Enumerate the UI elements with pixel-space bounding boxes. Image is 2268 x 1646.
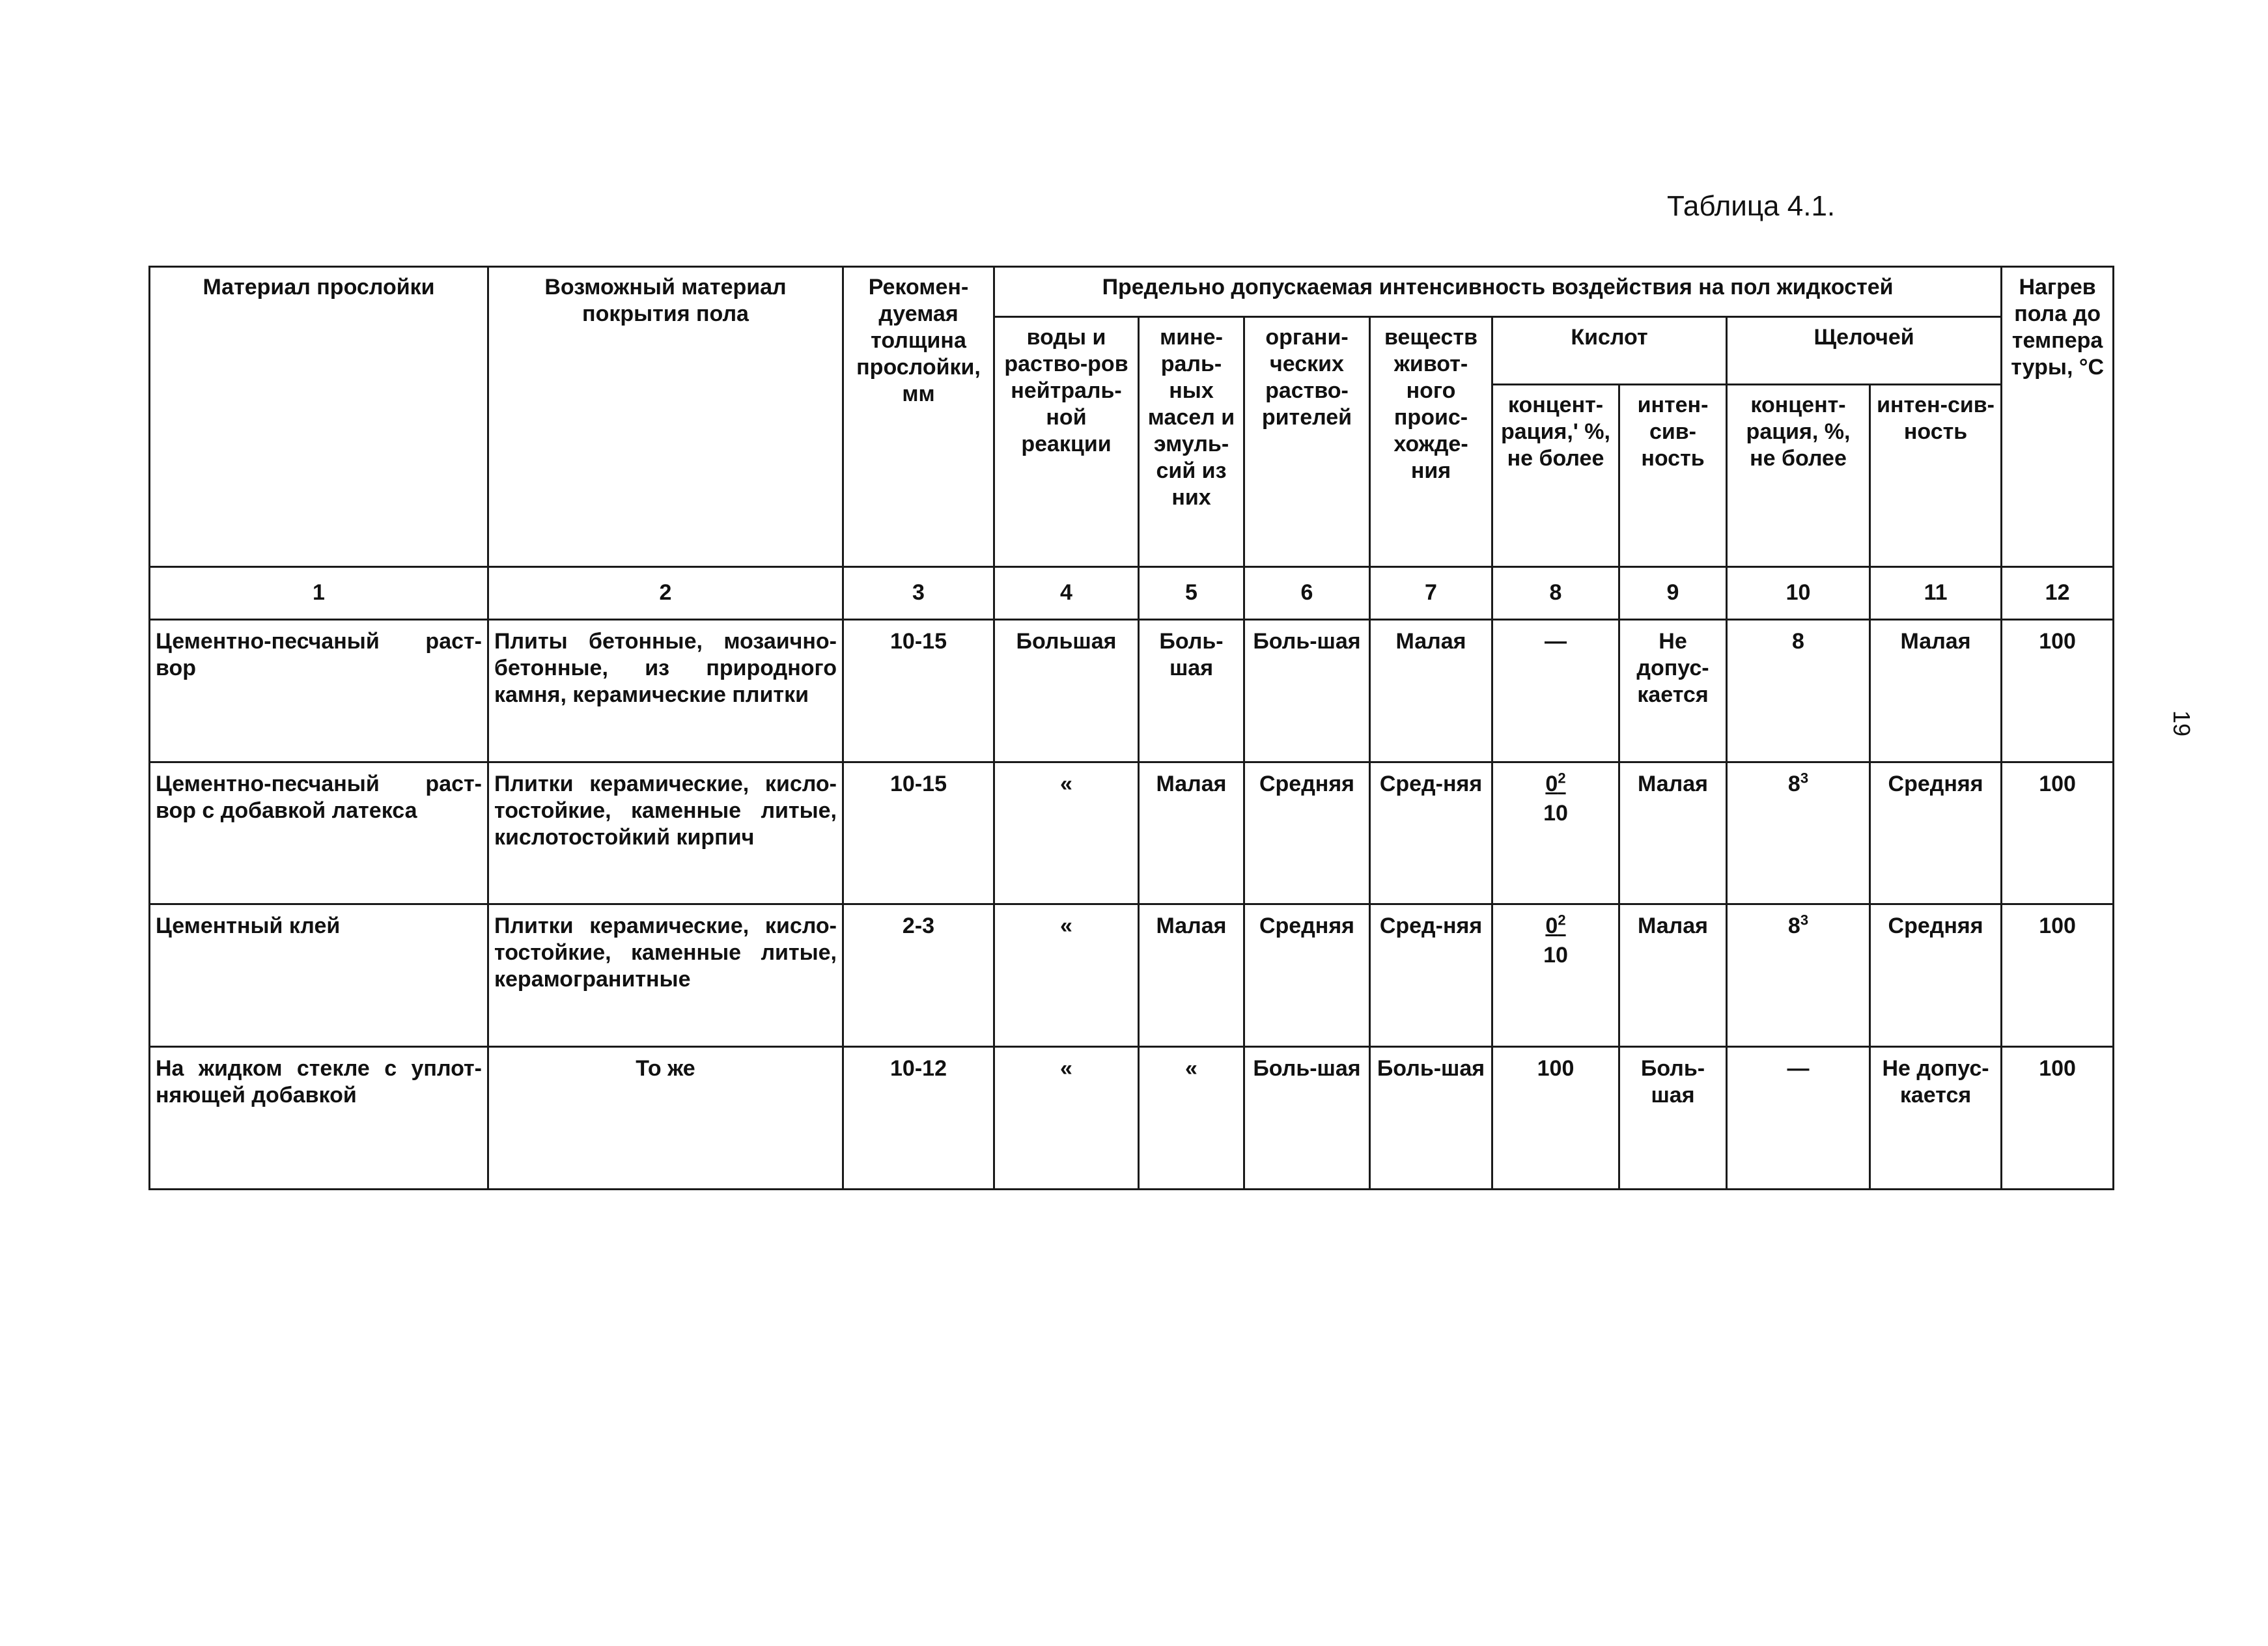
cell-material: Цементно-песчаный раст-вор: [150, 619, 488, 762]
cell-thickness: 10-15: [843, 762, 994, 904]
cell-animal: Сред-няя: [1370, 762, 1492, 904]
table-row: [150, 904, 2114, 1047]
table-row: [150, 619, 2114, 762]
header-acid-intensity: интен-сив-ность: [1619, 385, 1727, 566]
cell-covering: Плитки керамические, кисло-тостойкие, каменные литые, кислотостойкий кирпич: [488, 762, 843, 904]
column-number: 11: [1870, 566, 2002, 619]
column-number: 8: [1492, 566, 1619, 619]
cell-acid-intensity: Боль-шая: [1619, 1047, 1727, 1190]
cell-alkali-intensity: Малая: [1870, 619, 2002, 762]
header-animal: веществ живот-ного проис-хожде-ния: [1370, 317, 1492, 566]
column-number: 4: [994, 566, 1139, 619]
cell-solvents: Боль-шая: [1244, 1047, 1370, 1190]
cell-acid-concentration: [1492, 762, 1619, 904]
header-liquids-group: Предельно допускаемая интенсивность воздействия на пол жидкостей: [994, 267, 2002, 317]
cell-water: «: [994, 904, 1139, 1047]
cell-animal: Боль-шая: [1370, 1047, 1492, 1190]
cell-acid-concentration: 100: [1492, 1047, 1619, 1190]
header-alkalis: Щелочей: [1727, 317, 2002, 385]
header-acids: Кислот: [1492, 317, 1727, 385]
column-numbers-row: [150, 566, 2114, 619]
cell-thickness: 2-3: [843, 904, 994, 1047]
cell-water: «: [994, 762, 1139, 904]
cell-covering: Плиты бетонные, мозаично-бетонные, из природного камня, керамические плитки: [488, 619, 843, 762]
cell-material: Цементный клей: [150, 904, 488, 1047]
footnote-mark: 3: [1800, 912, 1809, 929]
header-water: воды и раство-ров нейтраль-ной реакции: [994, 317, 1139, 566]
table-row: [150, 1047, 2114, 1190]
alkali-value: 8: [1787, 771, 1800, 796]
cell-solvents: Средняя: [1244, 762, 1370, 904]
cell-heat: 100: [2002, 1047, 2114, 1190]
table-caption: Таблица 4.1.: [1667, 190, 1836, 222]
cell-alkali-intensity: Не допус-кается: [1870, 1047, 2002, 1190]
column-number: 9: [1619, 566, 1727, 619]
cell-material: На жидком стекле с уплот-няющей добавкой: [150, 1047, 488, 1190]
cell-acid-concentration: —: [1492, 619, 1619, 762]
header-alkali-intensity: интен-сив-ность: [1870, 385, 2002, 566]
cell-covering: Плитки керамические, кисло-тостойкие, каменные литые, керамогранитные: [488, 904, 843, 1047]
column-number: 3: [843, 566, 994, 619]
header-heat: Нагрев пола до темпера туры, °С: [2002, 267, 2114, 567]
fraction-numerator: 0: [1545, 771, 1558, 796]
cell-water: «: [994, 1047, 1139, 1190]
alkali-value: 8: [1787, 914, 1800, 939]
cell-thickness: 10-15: [843, 619, 994, 762]
footnote-mark: 2: [1558, 912, 1566, 929]
header-material: Материал прослойки: [150, 267, 488, 567]
cell-solvents: Средняя: [1244, 904, 1370, 1047]
cell-animal: Малая: [1370, 619, 1492, 762]
cell-water: Большая: [994, 619, 1139, 762]
column-number: 2: [488, 566, 843, 619]
cell-covering: То же: [488, 1047, 843, 1190]
footnote-mark: 3: [1800, 770, 1809, 787]
cell-thickness: 10-12: [843, 1047, 994, 1190]
cell-alkali-intensity: Средняя: [1870, 762, 2002, 904]
header-thickness: Рекомен-дуемая толщина прослойки, мм: [843, 267, 994, 567]
cell-heat: 100: [2002, 619, 2114, 762]
column-number: 7: [1370, 566, 1492, 619]
cell-acid-concentration: [1492, 904, 1619, 1047]
column-number: 10: [1727, 566, 1870, 619]
fraction: [1543, 913, 1568, 969]
cell-acid-intensity: Малая: [1619, 762, 1727, 904]
header-oils: мине-раль-ных масел и эмуль-сий из них: [1139, 317, 1244, 566]
cell-alkali-intensity: Средняя: [1870, 904, 2002, 1047]
footnote-mark: 2: [1558, 770, 1566, 787]
page-number: 19: [2168, 710, 2196, 737]
cell-heat: 100: [2002, 762, 2114, 904]
column-number: 12: [2002, 566, 2114, 619]
cell-oils: Малая: [1139, 904, 1244, 1047]
cell-solvents: Боль-шая: [1244, 619, 1370, 762]
fraction-denominator: 10: [1543, 943, 1568, 968]
cell-alkali-concentration: [1727, 904, 1870, 1047]
column-number: 5: [1139, 566, 1244, 619]
fraction-denominator: 10: [1543, 800, 1568, 826]
cell-animal: Сред-няя: [1370, 904, 1492, 1047]
cell-oils: Малая: [1139, 762, 1244, 904]
cell-heat: 100: [2002, 904, 2114, 1047]
header-covering: Возможный материал покрытия пола: [488, 267, 843, 567]
data-table: [148, 266, 2114, 1190]
header-acid-concentration: концент-рация,' %, не более: [1492, 385, 1619, 566]
header-solvents: органи-ческих раство-рителей: [1244, 317, 1370, 566]
column-number: 6: [1244, 566, 1370, 619]
cell-alkali-concentration: 8: [1727, 619, 1870, 762]
cell-oils: Боль-шая: [1139, 619, 1244, 762]
fraction-numerator: 0: [1545, 914, 1558, 939]
table-row: [150, 762, 2114, 904]
cell-acid-intensity: Не допус-кается: [1619, 619, 1727, 762]
cell-alkali-concentration: [1727, 762, 1870, 904]
column-number: 1: [150, 566, 488, 619]
fraction: [1543, 771, 1568, 827]
cell-acid-intensity: Малая: [1619, 904, 1727, 1047]
header-alkali-concentration: концент-рация, %, не более: [1727, 385, 1870, 566]
cell-material: Цементно-песчаный раст-вор с добавкой латекса: [150, 762, 488, 904]
cell-alkali-concentration: —: [1727, 1047, 1870, 1190]
cell-oils: «: [1139, 1047, 1244, 1190]
